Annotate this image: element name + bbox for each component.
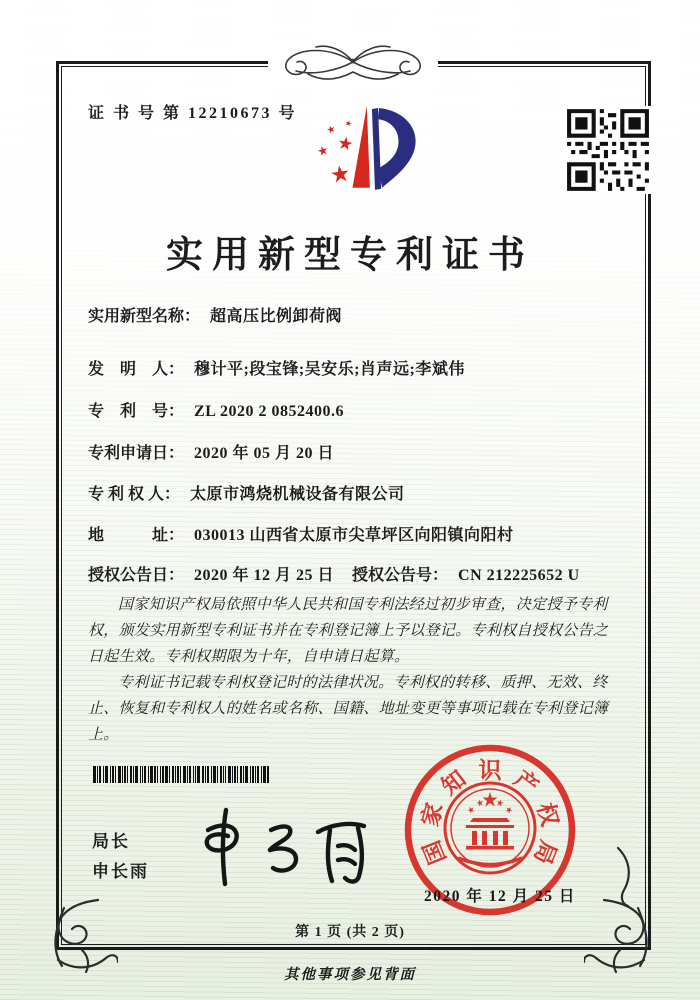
field-label: 实用新型名称： bbox=[88, 308, 201, 325]
back-side-note: 其他事项参见背面 bbox=[284, 967, 416, 983]
field-label: 地 址： bbox=[88, 527, 185, 544]
field-grant-number bbox=[352, 562, 580, 585]
cnipa-logo-icon bbox=[283, 96, 421, 208]
field-label: 专 利 权 人： bbox=[88, 486, 181, 503]
seal-national-emblem bbox=[445, 783, 535, 873]
legal-paragraph-2: 专利证书记载专利权登记时的法律状况。专利权的转移、质押、无效、终止、恢复和专利权人的姓名或名称、国籍、地址变更等事项记载在专利登记簿上。 bbox=[88, 675, 609, 743]
field-inventors bbox=[88, 356, 628, 379]
signer-title: 局长 bbox=[92, 832, 130, 851]
page-indicator: 第 1 页 (共 2 页) bbox=[295, 925, 405, 940]
field-value: 超高压比例卸荷阀 bbox=[210, 308, 343, 325]
bottom-left-flourish-icon bbox=[34, 892, 118, 978]
field-value: 太原市鸿烧机械设备有限公司 bbox=[190, 486, 405, 503]
seal-ring-text bbox=[417, 758, 564, 868]
field-address bbox=[88, 522, 628, 545]
svg-text:知: 知 bbox=[437, 765, 471, 800]
signature-icon bbox=[192, 796, 377, 891]
seal-date: 2020 年 12 月 25 日 bbox=[424, 888, 576, 905]
field-label: 专利申请日： bbox=[88, 445, 185, 462]
field-label: 授权公告日： bbox=[88, 567, 185, 584]
svg-text:识: 识 bbox=[478, 758, 502, 783]
field-value: 穆计平;段宝锋;吴安乐;肖声远;李斌伟 bbox=[194, 361, 465, 378]
field-value: 2020 年 05 月 20 日 bbox=[194, 445, 335, 462]
field-grant-row bbox=[88, 562, 628, 585]
svg-text:权: 权 bbox=[532, 800, 563, 829]
barcode-icon bbox=[92, 766, 270, 783]
certificate-title: 实用新型专利证书 bbox=[166, 235, 534, 276]
svg-text:国: 国 bbox=[418, 836, 451, 868]
svg-text:家: 家 bbox=[417, 800, 448, 829]
field-application-date bbox=[88, 440, 628, 463]
field-patentee bbox=[88, 481, 628, 504]
field-label: 发 明 人： bbox=[88, 361, 185, 378]
svg-text:产: 产 bbox=[509, 765, 543, 800]
field-value: 030013 山西省太原市尖草坪区向阳镇向阳村 bbox=[194, 527, 514, 544]
field-patent-number bbox=[88, 398, 628, 421]
bottom-right-flourish-icon bbox=[584, 840, 668, 978]
top-flourish-ornament-icon bbox=[268, 38, 438, 84]
legal-text bbox=[88, 592, 618, 748]
qr-code-icon bbox=[564, 106, 652, 194]
legal-paragraph-1: 国家知识产权局依照中华人民共和国专利法经过初步审查，决定授予专利权，颁发实用新型专利证书并在专利登记簿上予以登记。专利权自授权公告之日起生效。专利权期限为十年，自申请日起算。 bbox=[88, 597, 609, 665]
field-utility-model-name bbox=[88, 303, 628, 326]
field-label: 授权公告号： bbox=[352, 567, 449, 584]
signer-name: 申长雨 bbox=[92, 862, 149, 881]
field-value: CN 212225652 U bbox=[458, 567, 580, 584]
field-value: 2020 年 12 月 25 日 bbox=[194, 567, 335, 584]
field-value: ZL 2020 2 0852400.6 bbox=[194, 403, 344, 420]
certificate-number: 证 书 号 第 12210673 号 bbox=[88, 105, 298, 122]
svg-text:局: 局 bbox=[529, 836, 562, 868]
field-label: 专 利 号： bbox=[88, 403, 185, 420]
